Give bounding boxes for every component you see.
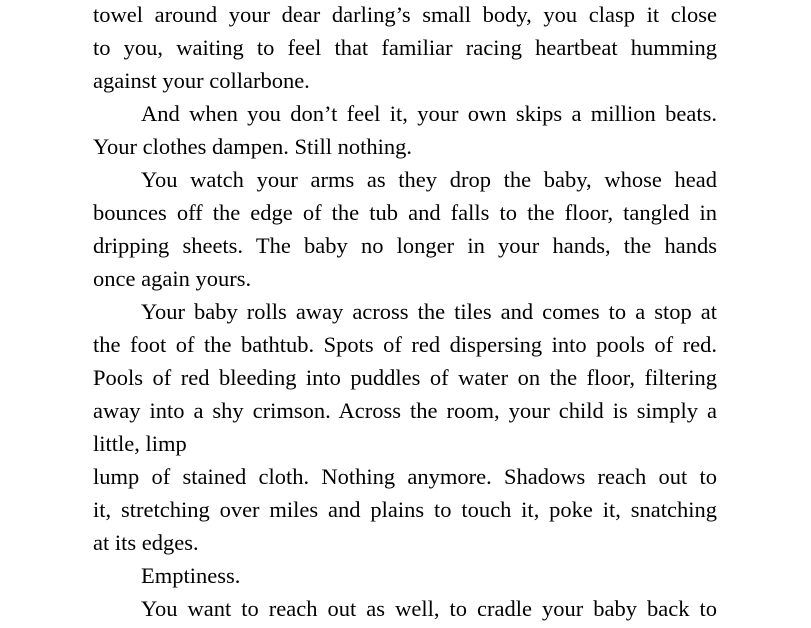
text-line: away into a shy crimson. Across the room, your child is simply a: [93, 398, 717, 423]
text-line: dripping sheets. The baby no longer in your hands, the hands: [93, 233, 717, 258]
text-line: Your baby rolls away across the tiles and comes to a stop at: [141, 299, 717, 324]
text-line: Emptiness.: [141, 563, 241, 588]
text-line: You watch your arms as they drop the baby, whose head: [141, 167, 717, 192]
body-text: [93, 0, 717, 625]
text-line: to you, waiting to feel that familiar racing heartbeat humming: [93, 35, 717, 60]
text-line: it, stretching over miles and plains to touch it, poke it, snatching: [93, 497, 717, 522]
text-line: lump of stained cloth. Nothing anymore. Shadows reach out to: [93, 464, 717, 489]
text-line: once again yours.: [93, 266, 252, 291]
text-line: little, limp: [93, 431, 187, 456]
text-line: bounces off the edge of the tub and falls to the floor, tangled in: [93, 200, 717, 225]
text-line: towel around your dear darling’s small body, you clasp it close: [93, 2, 717, 27]
text-line: Your clothes dampen. Still nothing.: [93, 134, 412, 159]
text-line: the foot of the bathtub. Spots of red dispersing into pools of red.: [93, 332, 717, 357]
text-line: You want to reach out as well, to cradle your baby back to: [141, 596, 717, 621]
text-line: at its edges.: [93, 530, 199, 555]
text-line: And when you don’t feel it, your own skips a million beats.: [141, 101, 717, 126]
text-line: Pools of red bleeding into puddles of water on the floor, filtering: [93, 365, 717, 390]
text-line: against your collarbone.: [93, 68, 310, 93]
